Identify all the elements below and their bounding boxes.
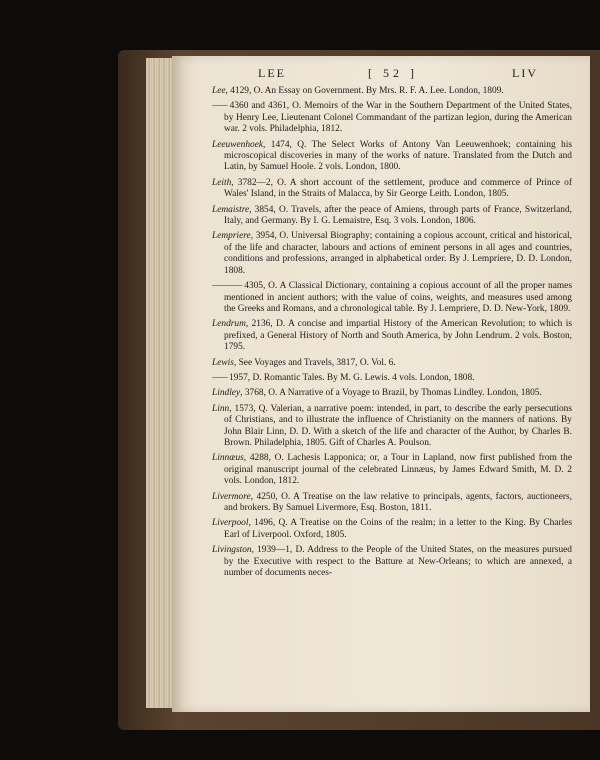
header-right: LIV xyxy=(512,66,538,80)
entry-text: , 4250, O. A Treatise on the law relative to principals, agents, factors, auctioneers, and brokers. By Samuel Livermore, Esq. Boston, 1811. xyxy=(224,491,572,513)
entry-text: , 4129, O. An Essay on Government. By Mrs. R. F. A. Lee. London, 1809. xyxy=(225,86,504,96)
entry-text: , 3782—2, O. A short account of the settlement, produce and commerce of Prince of Wales' Island, in the Straits of Malacca, by Sir George Leith. London, 1805. xyxy=(224,177,572,200)
entry-text: 1957, D. Romantic Tales. By M. G. Lewis. 4 vols. London, 1808. xyxy=(226,372,475,383)
entry-heading: Liverpool xyxy=(212,518,249,529)
entry-text: , 2136, D. A concise and impartial History of the American Revolution; to which is prefixed, a General History of North and South America, by John Lendrum. 2 vols. Boston, 1795. xyxy=(224,319,572,353)
entry-heading: Lee xyxy=(212,86,226,96)
entry-text: , 3854, O. Travels, after the peace of Amiens, through parts of France, Switzerland, Italy, and Germany. By I. G. Lemaistre, Esq. 3 vols. London, 1806. xyxy=(224,204,572,227)
entry-heading: Lendrum xyxy=(212,319,246,330)
catalogue-entry xyxy=(212,492,572,515)
entry-text: 4305, O. A Classical Dictionary, containing a copious account of all the proper names mentioned in ancient authors; with the value of coins, weights, and measures used among the Greeks and Romans, and a chronological table. By J. Lempriere, D. D. New-York, 1809. xyxy=(224,281,572,314)
page-number: [ 52 ] xyxy=(368,66,418,80)
entry-text: , 3768, O. A Narrative of a Voyage to Brazil, by Thomas Lindley. London, 1805. xyxy=(240,388,542,399)
entry-heading: Lempriere xyxy=(212,231,251,242)
catalogue-entry xyxy=(212,373,572,384)
catalogue-entry xyxy=(212,281,572,315)
entry-text: 4360 and 4361, O. Memoirs of the War in the Southern Department of the United States, by Henry Lee, Lieutenant Colonel Commandant of the partizan legion, during the American war. 2 vols. Philadelphia, 1812. xyxy=(224,101,572,135)
entry-heading: Linnæus xyxy=(212,453,244,464)
entry-heading: Lewis xyxy=(212,357,234,368)
entry-text: , 1496, Q. A Treatise on the Coins of the realm; in a letter to the King. By Charles Earl of Liverpool. Oxford, 1805. xyxy=(224,518,572,540)
catalogue-entry xyxy=(212,453,572,487)
entry-heading: —— xyxy=(212,372,227,383)
entry-heading: ———— xyxy=(212,281,242,292)
entry-heading: Leith xyxy=(212,177,232,188)
catalogue-entry xyxy=(212,388,572,399)
catalogue-entry xyxy=(212,205,572,228)
catalogue-entry xyxy=(212,101,572,135)
entry-heading: Livingston xyxy=(212,545,252,556)
entry-text: , 1939—1, D. Address to the People of the United States, on the measures pursued by the Executive with respect to the Batture at New-Orleans; to which are annexed, a number of documents neces- xyxy=(224,545,572,579)
catalogue-entry xyxy=(212,178,572,201)
entry-text: , See Voyages and Travels, 3817, O. Vol. 6. xyxy=(233,357,396,368)
entry-heading: Linn xyxy=(212,403,230,414)
catalogue-page xyxy=(172,56,590,712)
catalogue-entry xyxy=(212,319,572,353)
catalogue-entry xyxy=(212,140,572,174)
header-left: LEE xyxy=(258,66,286,80)
entry-heading: Lindley xyxy=(212,388,241,399)
entry-text: , 4288, O. Lachesis Lapponica; or, a Tour in Lapland, now first published from the original manuscript journal of the celebrated Linnæus, by James Edward Smith, M. D. 2 vols. London, 1812. xyxy=(224,453,572,487)
entry-heading: —— xyxy=(212,101,227,112)
catalogue-entry xyxy=(212,358,572,369)
entry-heading: Livermore xyxy=(212,491,251,502)
catalogue-entry xyxy=(212,518,572,541)
entry-heading: Lemaistre xyxy=(212,204,250,215)
entry-heading: Leeuwenhoek xyxy=(212,139,264,150)
catalogue-entry xyxy=(212,404,572,450)
catalogue-entry xyxy=(212,86,572,97)
entry-text: , 1573, Q. Valerian, a narrative poem: intended, in part, to describe the early persecutions of Christians, and to illustrate the influence of Christianity on the manners of nations. By John Blair Linn, D. D. With a sketch of the life and character of the Author, by Charles B. Brown. Philadelphia, 1805. Gift of Charles A. Poulson. xyxy=(224,403,572,448)
catalogue-entry xyxy=(212,545,572,579)
entry-text: , 3954, O. Universal Biography; containing a copious account, critical and historical, of the life and character, labours and actions of eminent persons in all ages and countries, conditions and professions, arranged in alphabetical order. By J. Lempriere, D. D. London, 1808. xyxy=(224,231,572,276)
catalogue-entries xyxy=(212,86,572,706)
running-header xyxy=(172,66,590,84)
catalogue-entry xyxy=(212,231,572,277)
entry-text: , 1474, Q. The Select Works of Antony Van Leeuwenhoek; containing his microscopical discoveries in many of the works of nature. Translated from the Dutch and Latin, by Samuel Hoole. 2 vols. London, 1800. xyxy=(224,139,572,173)
